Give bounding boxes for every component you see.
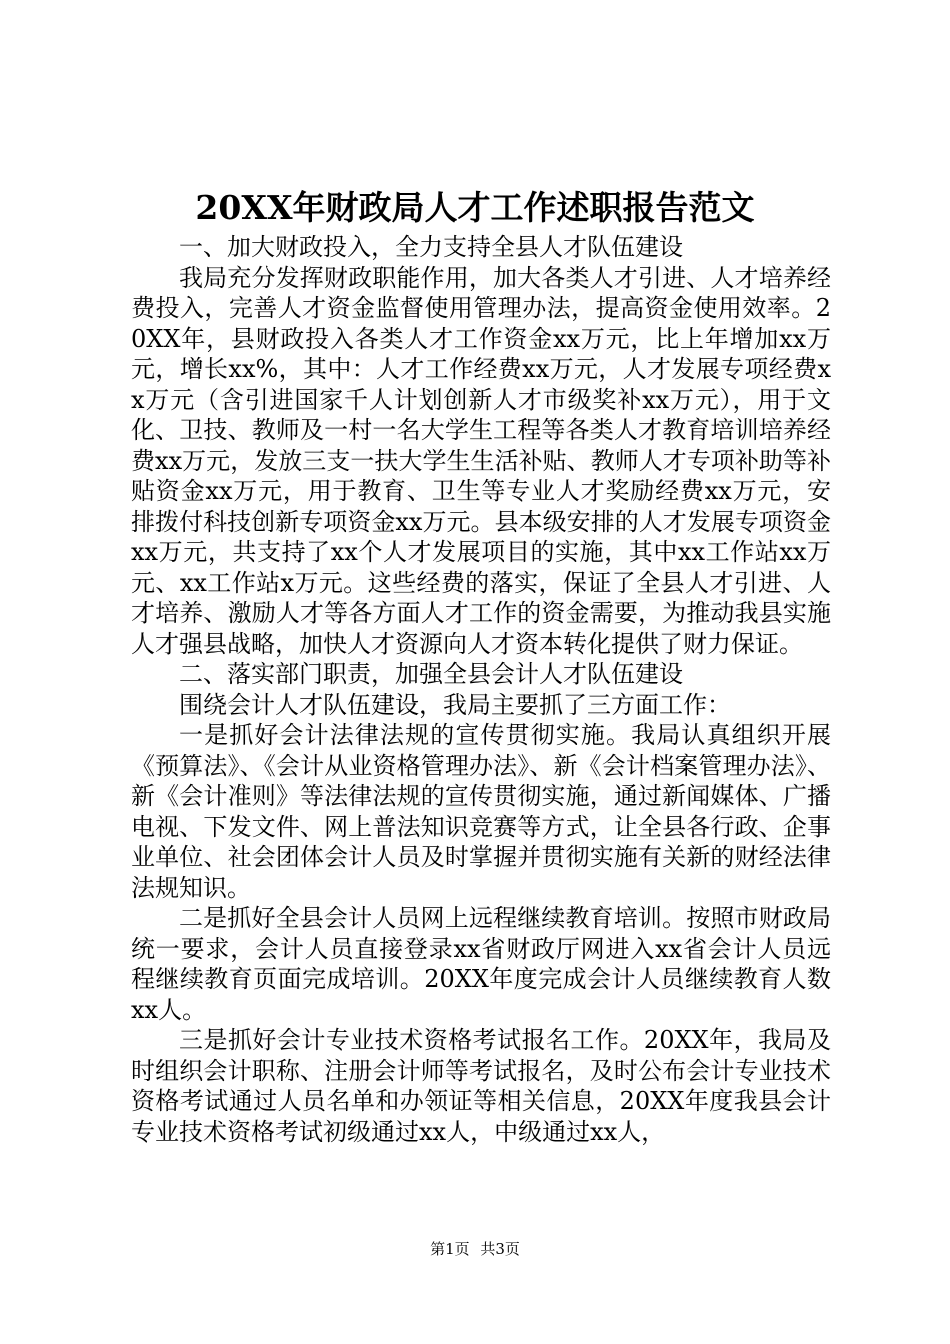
paragraph-task-two: 二是抓好全县会计人员网上远程继续教育培训。按照市财政局统一要求，会计人员直接登录xx省财政厅网进入xx省会计人员远程继续教育页面完成培训。20XX年度完成会计人员继续教育人数xx人。 [131, 904, 831, 1024]
page-total: 共3页 [480, 1240, 520, 1258]
paragraph-task-one: 一是抓好会计法律法规的宣传贯彻实施。我局认真组织开展《预算法》、《会计从业资格管理办法》、新《会计档案管理办法》、新《会计准则》等法律法规的宣传贯彻实施，通过新闻媒体、广播电视、下发文件、网上普法知识竞赛等方式，让全县各行政、企事业单位、社会团体会计人员及时掌握并贯彻实施有关新的财经法律法规知识。 [131, 721, 831, 902]
document-title: 20XX年财政局人才工作述职报告范文 [195, 188, 755, 227]
page-number: 第1页 [430, 1240, 470, 1258]
paragraph-intro-three-tasks: 围绕会计人才队伍建设，我局主要抓了三方面工作： [179, 690, 731, 719]
paragraph-task-three: 三是抓好会计专业技术资格考试报名工作。20XX年，我局及时组织会计职称、注册会计师等考试报名，及时公布会计专业技术资格考试通过人员名单和办领证等相关信息，20XX年度我县会计专业技术资格考试初级通过xx人，中级通过xx人， [131, 1026, 831, 1146]
page-footer [0, 1238, 950, 1260]
section-heading-2: 二、落实部门职责，加强全县会计人才队伍建设 [179, 660, 683, 688]
section-heading-1: 一、加大财政投入，全力支持全县人才队伍建设 [179, 233, 683, 261]
paragraph-funding: 我局充分发挥财政职能作用，加大各类人才引进、人才培养经费投入，完善人才资金监督使用管理办法，提高资金使用效率。20XX年，县财政投入各类人才工作资金xx万元，比上年增加xx万元，增长xx%，其中：人才工作经费xx万元，人才发展专项经费xx万元（含引进国家千人计划创新人才市级奖补xx万元），用于文化、卫技、教师及一村一名大学生工程等各类人才教育培训培养经费xx万元，发放三支一扶大学生生活补贴、教师人才专项补助等补贴资金xx万元，用于教育、卫生等专业人才奖励经费xx万元，安排拨付科技创新专项资金xx万元。县本级安排的人才发展专项资金xx万元，共支持了xx个人才发展项目的实施，其中xx工作站xx万元、xx工作站x万元。这些经费的落实，保证了全县人才引进、人才培养、激励人才等各方面人才工作的资金需要，为推动我县实施人才强县战略，加快人才资源向人才资本转化提供了财力保证。 [131, 263, 831, 658]
document-body [131, 232, 831, 1147]
